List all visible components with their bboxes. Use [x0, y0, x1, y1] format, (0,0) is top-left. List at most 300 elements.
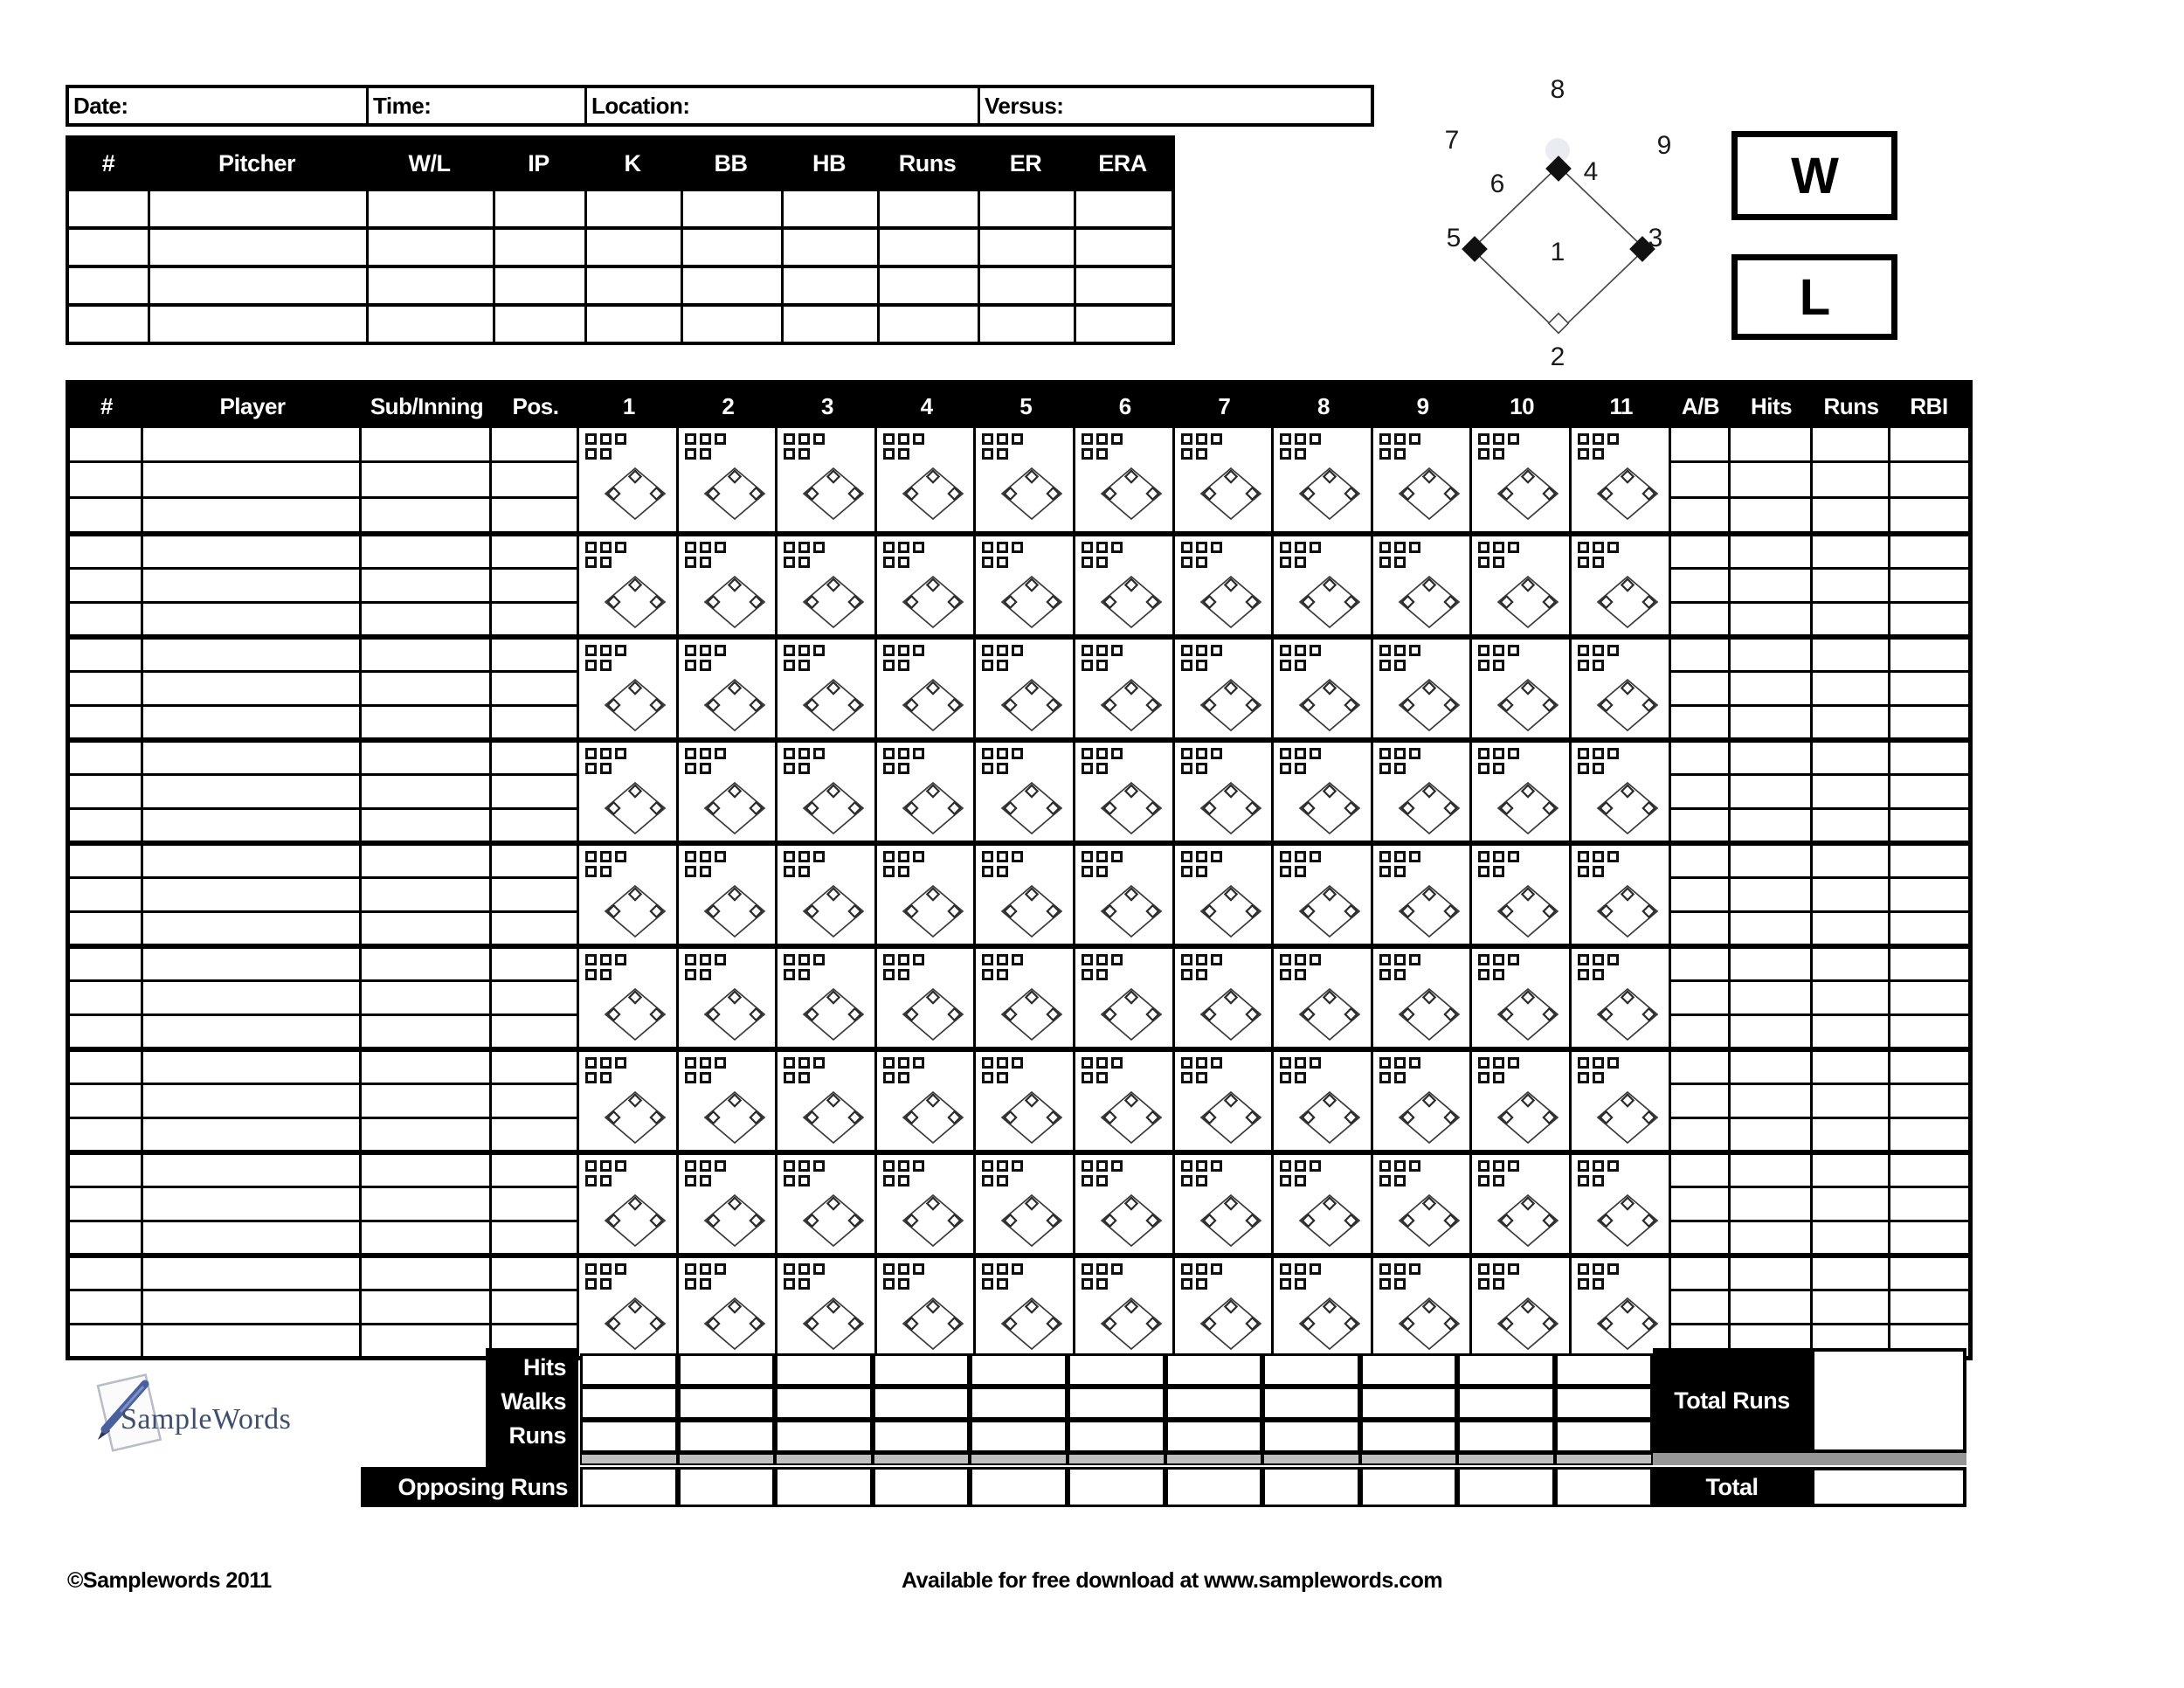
- strike-box[interactable]: [1012, 542, 1023, 553]
- strike-box[interactable]: [585, 1057, 597, 1069]
- player-name-cell[interactable]: [143, 601, 359, 634]
- runs-cell[interactable]: [1813, 910, 1888, 944]
- pitch-count-boxes[interactable]: [585, 645, 626, 675]
- rbi-cell[interactable]: [1890, 536, 1968, 567]
- team-hits-cell[interactable]: [678, 1353, 776, 1387]
- team-runs-cell[interactable]: [580, 1420, 678, 1453]
- team-runs-cell[interactable]: [1068, 1420, 1165, 1453]
- pitch-count-boxes[interactable]: [784, 954, 825, 984]
- hits-cell[interactable]: [1731, 670, 1810, 703]
- ab-cell[interactable]: [1671, 640, 1728, 670]
- ball-box[interactable]: [883, 1175, 895, 1186]
- strike-box[interactable]: [1578, 1057, 1589, 1069]
- rbi-cell[interactable]: [1890, 846, 1968, 876]
- inning-cell[interactable]: [1373, 428, 1473, 531]
- strike-box[interactable]: [913, 1160, 924, 1172]
- ball-box[interactable]: [700, 1175, 711, 1186]
- inning-cell[interactable]: [1572, 1155, 1671, 1253]
- ab-cell[interactable]: [1671, 1083, 1728, 1116]
- ball-box[interactable]: [1478, 557, 1489, 568]
- strike-box[interactable]: [715, 542, 726, 553]
- ball-box[interactable]: [1578, 448, 1589, 460]
- ab-cell[interactable]: [1671, 1013, 1728, 1047]
- hits-cell[interactable]: [1731, 846, 1810, 876]
- ball-box[interactable]: [1181, 557, 1192, 568]
- ab-cell[interactable]: [1671, 979, 1728, 1013]
- strike-box[interactable]: [585, 542, 597, 553]
- ball-box[interactable]: [585, 1072, 597, 1083]
- pitch-count-boxes[interactable]: [883, 1263, 924, 1293]
- pitch-count-boxes[interactable]: [685, 851, 726, 881]
- rbi-cell[interactable]: [1890, 601, 1968, 634]
- strike-box[interactable]: [1409, 1160, 1420, 1172]
- pitch-count-boxes[interactable]: [982, 1057, 1023, 1087]
- strike-box[interactable]: [997, 1160, 1008, 1172]
- strike-box[interactable]: [1211, 645, 1222, 656]
- strike-box[interactable]: [898, 1057, 909, 1069]
- runs-cell[interactable]: [1813, 428, 1888, 460]
- ball-box[interactable]: [883, 1278, 895, 1290]
- inning-cell[interactable]: [976, 640, 1075, 737]
- inning-cell[interactable]: [1472, 846, 1572, 944]
- inning-cell[interactable]: [877, 536, 977, 634]
- loss-box[interactable]: [1731, 254, 1897, 340]
- ab-cell[interactable]: [1671, 536, 1728, 567]
- ball-box[interactable]: [1096, 448, 1108, 460]
- opposing-runs-cell[interactable]: [1555, 1467, 1653, 1507]
- strike-box[interactable]: [1211, 1263, 1222, 1275]
- ab-cell[interactable]: [1671, 601, 1728, 634]
- inning-cell[interactable]: [877, 1258, 977, 1356]
- strike-box[interactable]: [982, 1057, 993, 1069]
- player-name-cell[interactable]: [143, 640, 359, 670]
- ball-box[interactable]: [1096, 1072, 1108, 1083]
- inning-cell[interactable]: [778, 846, 877, 944]
- pitcher-cell[interactable]: [877, 268, 978, 303]
- pitch-count-boxes[interactable]: [1181, 748, 1222, 778]
- strike-box[interactable]: [1493, 748, 1504, 759]
- opposing-runs-cell[interactable]: [775, 1467, 873, 1507]
- ball-box[interactable]: [883, 557, 895, 568]
- strike-box[interactable]: [982, 1263, 993, 1275]
- strike-box[interactable]: [913, 645, 924, 656]
- ball-box[interactable]: [898, 969, 909, 980]
- strike-box[interactable]: [1379, 1160, 1391, 1172]
- ball-box[interactable]: [1181, 969, 1192, 980]
- strike-box[interactable]: [1508, 748, 1519, 759]
- strike-box[interactable]: [600, 433, 612, 445]
- strike-box[interactable]: [1012, 954, 1023, 965]
- strike-box[interactable]: [1211, 748, 1222, 759]
- strike-box[interactable]: [913, 851, 924, 862]
- ball-box[interactable]: [585, 1278, 597, 1290]
- ball-box[interactable]: [1280, 969, 1291, 980]
- pitch-count-boxes[interactable]: [685, 1160, 726, 1190]
- strike-box[interactable]: [982, 542, 993, 553]
- strike-box[interactable]: [585, 851, 597, 862]
- ab-cell[interactable]: [1671, 1258, 1728, 1289]
- ball-box[interactable]: [1196, 557, 1207, 568]
- ab-cell[interactable]: [1671, 910, 1728, 944]
- ab-cell[interactable]: [1671, 1117, 1728, 1150]
- strike-box[interactable]: [1379, 542, 1391, 553]
- strike-box[interactable]: [600, 1263, 612, 1275]
- strike-box[interactable]: [784, 954, 795, 965]
- strike-box[interactable]: [813, 645, 825, 656]
- strike-box[interactable]: [883, 433, 895, 445]
- pitch-count-boxes[interactable]: [685, 433, 726, 463]
- strike-box[interactable]: [585, 1160, 597, 1172]
- pitch-count-boxes[interactable]: [1578, 954, 1619, 984]
- ball-box[interactable]: [1181, 866, 1192, 877]
- inning-cell[interactable]: [877, 1155, 977, 1253]
- pitch-count-boxes[interactable]: [1478, 542, 1519, 571]
- inning-cell[interactable]: [778, 949, 877, 1047]
- sub-inning-cell[interactable]: [362, 1155, 489, 1186]
- pitcher-cell[interactable]: [493, 230, 584, 265]
- pitcher-cell[interactable]: [978, 268, 1074, 303]
- strike-box[interactable]: [813, 1160, 825, 1172]
- pitch-count-boxes[interactable]: [1082, 542, 1123, 571]
- strike-box[interactable]: [700, 1160, 711, 1172]
- position-cell[interactable]: [492, 1289, 577, 1322]
- sub-inning-cell[interactable]: [362, 704, 489, 737]
- ball-box[interactable]: [1593, 1072, 1604, 1083]
- pitcher-cell[interactable]: [584, 268, 681, 303]
- strike-box[interactable]: [997, 542, 1008, 553]
- pitch-count-boxes[interactable]: [585, 748, 626, 778]
- inning-cell[interactable]: [778, 536, 877, 634]
- pitch-count-boxes[interactable]: [1578, 748, 1619, 778]
- strike-box[interactable]: [700, 645, 711, 656]
- ball-box[interactable]: [1593, 1278, 1604, 1290]
- player-name-cell[interactable]: [143, 807, 359, 841]
- number-cell[interactable]: [70, 743, 141, 773]
- ball-box[interactable]: [1478, 969, 1489, 980]
- pitcher-cell[interactable]: [69, 230, 148, 265]
- runs-cell[interactable]: [1813, 704, 1888, 737]
- ball-box[interactable]: [1295, 448, 1306, 460]
- ball-box[interactable]: [1280, 660, 1291, 671]
- pitcher-cell[interactable]: [781, 230, 877, 265]
- pitcher-cell[interactable]: [781, 307, 877, 342]
- ball-box[interactable]: [585, 660, 597, 671]
- strike-box[interactable]: [1012, 1160, 1023, 1172]
- pitch-count-boxes[interactable]: [982, 1263, 1023, 1293]
- ball-box[interactable]: [1593, 660, 1604, 671]
- inning-cell[interactable]: [778, 428, 877, 531]
- ball-box[interactable]: [1196, 1278, 1207, 1290]
- strike-box[interactable]: [1493, 851, 1504, 862]
- strike-box[interactable]: [700, 954, 711, 965]
- strike-box[interactable]: [898, 433, 909, 445]
- strike-box[interactable]: [1593, 1160, 1604, 1172]
- ball-box[interactable]: [997, 660, 1008, 671]
- strike-box[interactable]: [685, 748, 696, 759]
- pitch-count-boxes[interactable]: [1082, 1263, 1123, 1293]
- strike-box[interactable]: [913, 748, 924, 759]
- strike-box[interactable]: [1096, 1057, 1108, 1069]
- pitcher-cell[interactable]: [493, 307, 584, 342]
- ball-box[interactable]: [600, 1278, 612, 1290]
- strike-box[interactable]: [1409, 645, 1420, 656]
- date-field[interactable]: [69, 88, 366, 123]
- inning-cell[interactable]: [1274, 1258, 1373, 1356]
- strike-box[interactable]: [898, 645, 909, 656]
- team-hits-cell[interactable]: [1360, 1353, 1458, 1387]
- rbi-cell[interactable]: [1890, 567, 1968, 600]
- rbi-cell[interactable]: [1890, 460, 1968, 495]
- ball-box[interactable]: [1394, 866, 1406, 877]
- pitcher-cell[interactable]: [681, 307, 781, 342]
- strike-box[interactable]: [784, 851, 795, 862]
- ball-box[interactable]: [1196, 1175, 1207, 1186]
- strike-box[interactable]: [685, 851, 696, 862]
- strike-box[interactable]: [982, 748, 993, 759]
- ball-box[interactable]: [1379, 969, 1391, 980]
- ball-box[interactable]: [1578, 557, 1589, 568]
- ball-box[interactable]: [997, 1278, 1008, 1290]
- pitch-count-boxes[interactable]: [883, 645, 924, 675]
- ball-box[interactable]: [798, 763, 810, 774]
- strike-box[interactable]: [784, 1057, 795, 1069]
- strike-box[interactable]: [1181, 748, 1192, 759]
- strike-box[interactable]: [1310, 433, 1321, 445]
- strike-box[interactable]: [1508, 433, 1519, 445]
- runs-cell[interactable]: [1813, 1186, 1888, 1219]
- strike-box[interactable]: [1181, 1263, 1192, 1275]
- ball-box[interactable]: [1096, 660, 1108, 671]
- sub-inning-cell[interactable]: [362, 1220, 489, 1253]
- team-runs-cell[interactable]: [678, 1420, 776, 1453]
- inning-cell[interactable]: [679, 536, 778, 634]
- team-hits-cell[interactable]: [580, 1353, 678, 1387]
- inning-cell[interactable]: [1075, 1258, 1175, 1356]
- number-cell[interactable]: [70, 910, 141, 944]
- pitch-count-boxes[interactable]: [1082, 1160, 1123, 1190]
- ball-box[interactable]: [982, 660, 993, 671]
- strike-box[interactable]: [1578, 542, 1589, 553]
- ball-box[interactable]: [1394, 969, 1406, 980]
- inning-cell[interactable]: [1274, 640, 1373, 737]
- inning-cell[interactable]: [579, 846, 679, 944]
- strike-box[interactable]: [1181, 954, 1192, 965]
- ball-box[interactable]: [600, 1072, 612, 1083]
- rbi-cell[interactable]: [1890, 704, 1968, 737]
- inning-cell[interactable]: [1373, 949, 1473, 1047]
- ball-box[interactable]: [784, 1072, 795, 1083]
- strike-box[interactable]: [1280, 1160, 1291, 1172]
- strike-box[interactable]: [1295, 1263, 1306, 1275]
- ball-box[interactable]: [798, 448, 810, 460]
- pitcher-cell[interactable]: [1074, 191, 1171, 226]
- pitch-count-boxes[interactable]: [883, 748, 924, 778]
- strike-box[interactable]: [1096, 433, 1108, 445]
- strike-box[interactable]: [1111, 542, 1123, 553]
- inning-cell[interactable]: [1075, 1155, 1175, 1253]
- pitcher-cell[interactable]: [978, 307, 1074, 342]
- ball-box[interactable]: [1196, 1072, 1207, 1083]
- hits-cell[interactable]: [1731, 1258, 1810, 1289]
- ball-box[interactable]: [1578, 1072, 1589, 1083]
- strike-box[interactable]: [883, 1263, 895, 1275]
- strike-box[interactable]: [1082, 1160, 1093, 1172]
- strike-box[interactable]: [1181, 1057, 1192, 1069]
- strike-box[interactable]: [1211, 542, 1222, 553]
- strike-box[interactable]: [1607, 1263, 1619, 1275]
- strike-box[interactable]: [1394, 954, 1406, 965]
- runs-cell[interactable]: [1813, 1220, 1888, 1253]
- ball-box[interactable]: [798, 1278, 810, 1290]
- strike-box[interactable]: [1096, 645, 1108, 656]
- ball-box[interactable]: [883, 1072, 895, 1083]
- ab-cell[interactable]: [1671, 704, 1728, 737]
- ball-box[interactable]: [1493, 448, 1504, 460]
- strike-box[interactable]: [1394, 1160, 1406, 1172]
- strike-box[interactable]: [700, 1057, 711, 1069]
- inning-cell[interactable]: [1075, 1052, 1175, 1150]
- ball-box[interactable]: [1181, 660, 1192, 671]
- strike-box[interactable]: [1096, 1160, 1108, 1172]
- inning-cell[interactable]: [976, 846, 1075, 944]
- ball-box[interactable]: [700, 763, 711, 774]
- strike-box[interactable]: [585, 645, 597, 656]
- strike-box[interactable]: [1478, 1263, 1489, 1275]
- pitch-count-boxes[interactable]: [1082, 748, 1123, 778]
- pitch-count-boxes[interactable]: [784, 645, 825, 675]
- rbi-cell[interactable]: [1890, 1186, 1968, 1219]
- strike-box[interactable]: [813, 1057, 825, 1069]
- ball-box[interactable]: [798, 1072, 810, 1083]
- ball-box[interactable]: [1593, 763, 1604, 774]
- pitch-count-boxes[interactable]: [883, 542, 924, 571]
- player-name-cell[interactable]: [143, 979, 359, 1013]
- hits-cell[interactable]: [1731, 428, 1810, 460]
- strike-box[interactable]: [784, 433, 795, 445]
- number-cell[interactable]: [70, 496, 141, 531]
- strike-box[interactable]: [1310, 1057, 1321, 1069]
- pitch-count-boxes[interactable]: [1379, 851, 1420, 881]
- strike-box[interactable]: [1394, 645, 1406, 656]
- ball-box[interactable]: [1478, 1072, 1489, 1083]
- strike-box[interactable]: [1082, 645, 1093, 656]
- inning-cell[interactable]: [1572, 846, 1671, 944]
- strike-box[interactable]: [1111, 748, 1123, 759]
- ball-box[interactable]: [1394, 557, 1406, 568]
- number-cell[interactable]: [70, 1052, 141, 1083]
- runs-cell[interactable]: [1813, 601, 1888, 634]
- hits-cell[interactable]: [1731, 601, 1810, 634]
- strike-box[interactable]: [1181, 433, 1192, 445]
- strike-box[interactable]: [997, 954, 1008, 965]
- inning-cell[interactable]: [1373, 1258, 1473, 1356]
- runs-cell[interactable]: [1813, 773, 1888, 806]
- strike-box[interactable]: [715, 1160, 726, 1172]
- strike-box[interactable]: [700, 748, 711, 759]
- strike-box[interactable]: [1280, 542, 1291, 553]
- strike-box[interactable]: [685, 954, 696, 965]
- opposing-runs-cell[interactable]: [678, 1467, 776, 1507]
- inning-cell[interactable]: [1175, 846, 1275, 944]
- pitch-count-boxes[interactable]: [982, 433, 1023, 463]
- strike-box[interactable]: [1280, 433, 1291, 445]
- pitcher-cell[interactable]: [493, 191, 584, 226]
- strike-box[interactable]: [883, 1160, 895, 1172]
- position-cell[interactable]: [492, 1052, 577, 1083]
- sub-inning-cell[interactable]: [362, 1052, 489, 1083]
- strike-box[interactable]: [1607, 851, 1619, 862]
- pitch-count-boxes[interactable]: [585, 1057, 626, 1087]
- inning-cell[interactable]: [1472, 640, 1572, 737]
- ball-box[interactable]: [798, 1175, 810, 1186]
- strike-box[interactable]: [1379, 1263, 1391, 1275]
- rbi-cell[interactable]: [1890, 640, 1968, 670]
- inning-cell[interactable]: [976, 1155, 1075, 1253]
- inning-cell[interactable]: [877, 1052, 977, 1150]
- inning-cell[interactable]: [1472, 1052, 1572, 1150]
- ball-box[interactable]: [1082, 1278, 1093, 1290]
- pitch-count-boxes[interactable]: [685, 645, 726, 675]
- strike-box[interactable]: [1280, 1057, 1291, 1069]
- pitch-count-boxes[interactable]: [1181, 1160, 1222, 1190]
- opposing-runs-cell[interactable]: [873, 1467, 971, 1507]
- player-name-cell[interactable]: [143, 1289, 359, 1322]
- sub-inning-cell[interactable]: [362, 640, 489, 670]
- ball-box[interactable]: [883, 866, 895, 877]
- strike-box[interactable]: [1181, 645, 1192, 656]
- strike-box[interactable]: [615, 851, 626, 862]
- rbi-cell[interactable]: [1890, 979, 1968, 1013]
- pitcher-cell[interactable]: [148, 268, 366, 303]
- total-value-box[interactable]: [1811, 1467, 1966, 1507]
- ball-box[interactable]: [982, 448, 993, 460]
- strike-box[interactable]: [715, 954, 726, 965]
- runs-cell[interactable]: [1813, 949, 1888, 979]
- ball-box[interactable]: [1493, 763, 1504, 774]
- strike-box[interactable]: [685, 645, 696, 656]
- inning-cell[interactable]: [976, 428, 1075, 531]
- ball-box[interactable]: [1196, 969, 1207, 980]
- strike-box[interactable]: [1310, 851, 1321, 862]
- strike-box[interactable]: [585, 954, 597, 965]
- position-cell[interactable]: [492, 1155, 577, 1186]
- runs-cell[interactable]: [1813, 1052, 1888, 1083]
- strike-box[interactable]: [1111, 645, 1123, 656]
- player-name-cell[interactable]: [143, 428, 359, 460]
- strike-box[interactable]: [1096, 851, 1108, 862]
- runs-cell[interactable]: [1813, 1155, 1888, 1186]
- ball-box[interactable]: [1578, 763, 1589, 774]
- pitch-count-boxes[interactable]: [585, 954, 626, 984]
- number-cell[interactable]: [70, 876, 141, 910]
- ball-box[interactable]: [798, 660, 810, 671]
- team-hits-cell[interactable]: [873, 1353, 971, 1387]
- strike-box[interactable]: [615, 645, 626, 656]
- team-runs-cell[interactable]: [1457, 1420, 1555, 1453]
- inning-cell[interactable]: [1075, 846, 1175, 944]
- pitch-count-boxes[interactable]: [1478, 433, 1519, 463]
- hits-cell[interactable]: [1731, 1117, 1810, 1150]
- sub-inning-cell[interactable]: [362, 460, 489, 495]
- rbi-cell[interactable]: [1890, 1052, 1968, 1083]
- ball-box[interactable]: [898, 557, 909, 568]
- ball-box[interactable]: [700, 1278, 711, 1290]
- position-cell[interactable]: [492, 910, 577, 944]
- strike-box[interactable]: [1607, 1160, 1619, 1172]
- strike-box[interactable]: [913, 433, 924, 445]
- ab-cell[interactable]: [1671, 567, 1728, 600]
- position-cell[interactable]: [492, 1083, 577, 1116]
